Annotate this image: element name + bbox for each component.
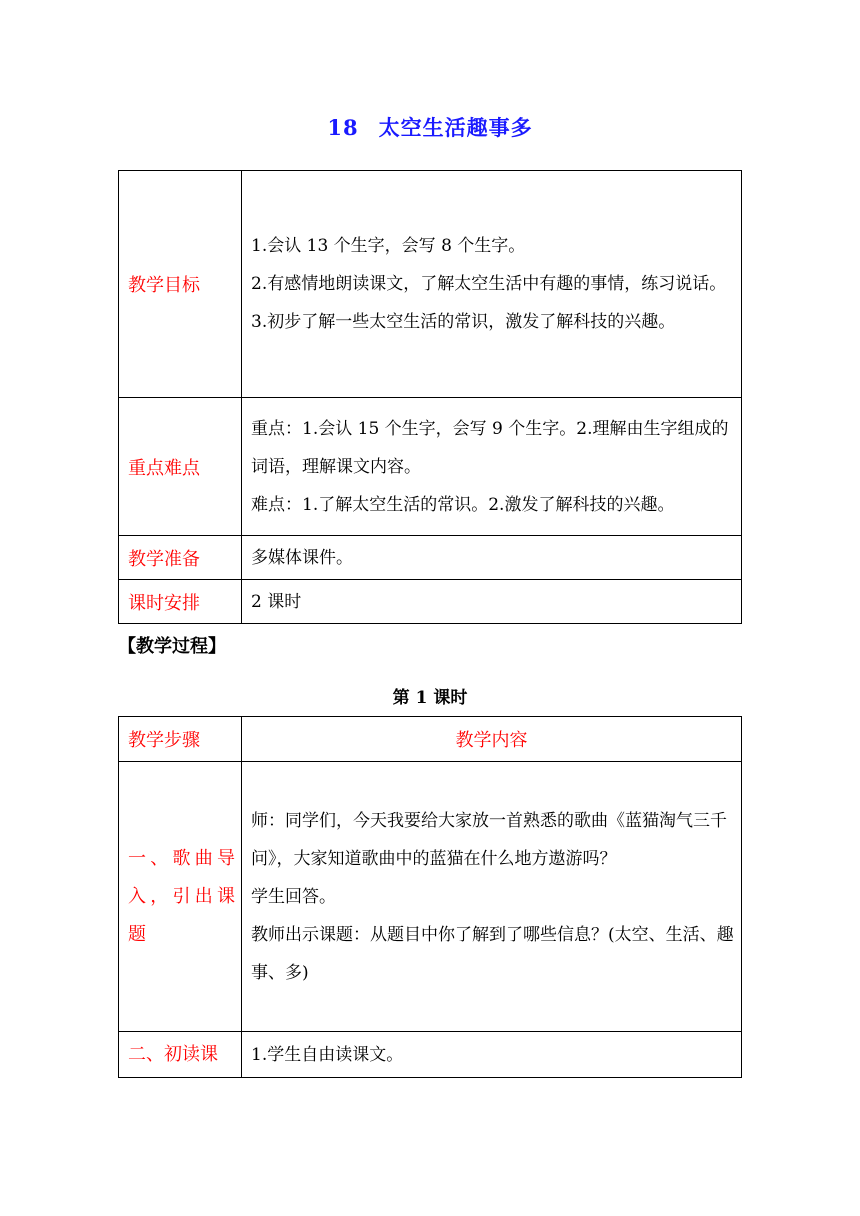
table-row <box>119 1032 742 1078</box>
table-row <box>119 536 742 580</box>
content-line: 教师出示课题：从题目中你了解到了哪些信息？(太空、生活、趣事、多) <box>251 924 734 983</box>
step-label: 一、歌曲导入，引出课题 <box>119 762 242 1032</box>
table-row <box>119 398 742 536</box>
label-preparation: 教学准备 <box>119 536 242 580</box>
table-row <box>119 580 742 624</box>
key-point-line: 难点：1.了解太空生活的常识。2.激发了解科技的兴趣。 <box>251 494 675 515</box>
column-header-content: 教学内容 <box>242 717 742 762</box>
table-row <box>119 762 742 1032</box>
label-key-points: 重点难点 <box>119 398 242 536</box>
schedule-line: 2 课时 <box>251 591 302 612</box>
content-line: 师：同学们，今天我要给大家放一首熟悉的歌曲《蓝猫淘气三千问》，大家知道歌曲中的蓝猫在什么地方遨游吗？ <box>251 810 727 869</box>
section-heading: 【教学过程】 <box>118 636 226 657</box>
preparation-content <box>242 536 742 580</box>
objective-line: 2.有感情地朗读课文，了解太空生活中有趣的事情，练习说话。 <box>251 274 727 294</box>
lesson-heading: 第 1 课时 <box>392 688 468 708</box>
preparation-line: 多媒体课件。 <box>251 547 353 568</box>
lesson-info-table <box>118 170 742 624</box>
label-schedule: 课时安排 <box>119 580 242 624</box>
objective-line: 3.初步了解一些太空生活的常识，激发了解科技的兴趣。 <box>251 312 676 332</box>
lesson-title: 太空生活趣事多 <box>378 115 533 140</box>
column-header-steps: 教学步骤 <box>119 717 242 762</box>
schedule-content <box>242 580 742 624</box>
step-label: 二、初读课 <box>119 1032 242 1078</box>
key-points-content <box>242 398 742 536</box>
page-title <box>0 112 860 146</box>
step-content <box>242 1032 742 1078</box>
key-point-line: 重点：1.会认 15 个生字，会写 9 个生字。2.理解由生字组成的词语，理解课文内容。 <box>251 418 729 477</box>
label-objectives: 教学目标 <box>119 171 242 398</box>
objective-line: 1.会认 13 个生字，会写 8 个生字。 <box>251 236 526 256</box>
content-line: 1.学生自由读课文。 <box>251 1044 404 1065</box>
table-header-row <box>119 717 742 762</box>
objectives-content <box>242 171 742 398</box>
table-row <box>119 171 742 398</box>
lesson-number: 18 <box>327 115 359 140</box>
teaching-process-table <box>118 716 742 1078</box>
content-line: 学生回答。 <box>251 886 336 907</box>
step-content <box>242 762 742 1032</box>
